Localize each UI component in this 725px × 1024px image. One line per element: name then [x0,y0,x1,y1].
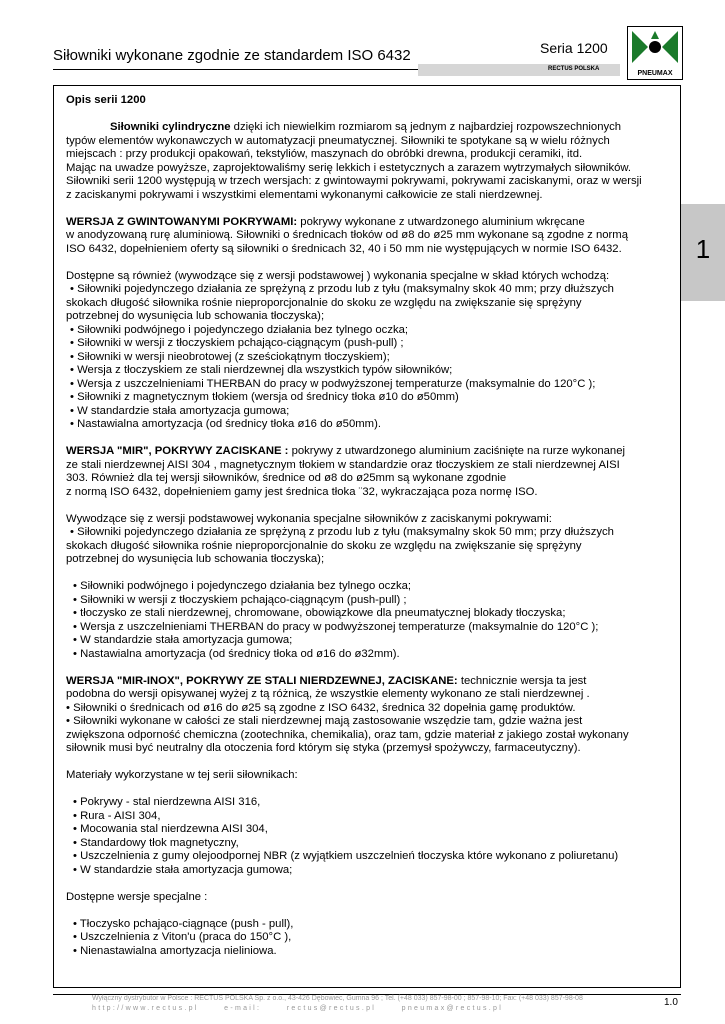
section-tab [681,204,725,301]
list-item: • Nastawialna amortyzacja (od średnicy tłoka ø16 do ø50mm). [70,418,381,430]
list-item: • W standardzie stała amortyzacja gumowa; [70,404,290,417]
list-item: • Siłowniki pojedynczego działania ze sprężyną z przodu lub z tyłu (maksymalny skok 50 mm; przy dłuższych [70,526,614,538]
text-line: Dostępne są również (wywodzące się z wersji podstawowej ) wykonania specjalne w skład których wchodzą: [66,269,610,282]
version1-heading [66,216,678,230]
text-line: miejscach : przy produkcji opakowań, tekstyliów, maszynach do obróbki drewna, produkcji ceramiki, itd. [66,148,583,160]
special-heading: Dostępne wersje specjalne : [66,890,208,903]
list-item: skokach długość siłownika rośnie nieproporcjonalnie do skoku ze względu na zwiększanie się sprężyny [66,539,582,552]
distributor-label: RECTUS POLSKA [548,66,600,72]
list-item: • Uszczelnienia z gumy olejoodpornej NBR (z wyjątkiem uszczelnień tłoczyska które wykonano z poliuretanu) [73,850,619,862]
text-line: ISO 6432, dopełnieniem oferty są siłowniki o średnicach 32, 40 i 50 mm nie występujących w normie ISO 6432. [66,242,622,255]
list-item: • Pokrywy - stal nierdzewna AISI 316, [73,796,261,808]
list-item: potrzebnej do wysunięcia lub schowania tłoczyska); [66,553,325,565]
text-line: z normą ISO 6432, dopełnieniem gamy jest średnica tłoka ¨32, wykraczająca poza normę ISO. [66,485,538,498]
text-line: podobna do wersji opisywanej wyżej z tą różnicą, że wszystkie elementy wykonano ze stali nierdzewnej . [66,688,590,700]
text-line: • Siłowniki o średnicach od ø16 do ø25 są zgodne z ISO 6432, średnica 32 dopełnia gamę produktów. [66,701,576,714]
footer-address: Wyłączny dystrybutor w Polsce : RECTUS POLSKA Sp. z o.o., 43-426 Dębowiec, Gumna 96 ; Tel. (+48 033) 857-98-00 ; 857-98-10; Fax: (+48 033) 857-98-08 [92,995,583,1002]
materials-heading: Materiały wykorzystane w tej serii siłownikach: [66,769,298,781]
list-item: • W standardzie stała amortyzacja gumowa; [73,863,293,876]
page-title: Siłowniki wykonane zgodnie ze standardem ISO 6432 [53,47,411,64]
logo-text: PNEUMAX [637,70,673,77]
list-item: • Wersja z uszczelnieniami THERBAN do pracy w podwyższonej temperaturze (maksymalnie do 120°C ); [73,620,599,633]
series-label: Seria 1200 [540,40,608,56]
pneumax-emblem-icon [628,27,682,67]
version1-bold: WERSJA Z GWINTOWANYMI POKRYWAMI: [66,215,298,228]
text-line: siłownik musi być neutralny dla otoczenia ford którym się styka (przemysł spożywczy, farmaceutyczny). [66,742,581,754]
list-item: • Nienastawialna amortyzacja nieliniowa. [73,944,277,957]
list-item: • Nastawialna amortyzacja (od średnicy tłoka od ø16 do ø32mm). [73,647,400,660]
version1-rest: pokrywy wykonane z utwardzonego aluminium wkręcane [297,215,585,228]
version3-bold: WERSJA "MIR-INOX", POKRYWY ZE STALI NIERDZEWNEJ, ZACISKANE: [66,674,458,687]
text-line: w anodyzowaną rurę aluminiową. Siłowniki o średnicach tłoków od ø8 do ø25 mm wykonane są zgodne z normą [66,229,628,241]
version2-heading [66,445,678,459]
list-item: • Siłowniki pojedynczego działania ze sprężyną z przodu lub z tyłu (maksymalny skok 40 mm; przy dłuższych [70,283,614,295]
list-item: • Siłowniki podwójnego i pojedynczego działania bez tylnego oczka; [70,323,409,336]
page-number: 1.0 [664,997,678,1008]
list-item: • Standardowy tłok magnetyczny, [73,836,239,849]
text-line: z zaciskanymi pokrywami i wszystkimi elementami wykonanymi całkowicie ze stali nierdzewnej. [66,188,543,201]
intro-paragraph [66,121,678,135]
list-item: • Siłowniki podwójnego i pojedynczego działania bez tylnego oczka; [73,580,412,592]
text-line: 303. Również dla tej wersji siłowników, średnice od ø8 do ø25mm są wykonane zgodnie [66,472,507,484]
version2-rest: pokrywy z utwardzonego aluminium zaciśnięte na rurze wykonanej [288,445,625,457]
version2-bold: WERSJA "MIR", POKRYWY ZACISKANE : [66,445,289,457]
text-line: zwiększona odporność chemiczna (zootechnika, chemikalia), oraz tam, gdzie materiał z jakiego został wykonany [66,728,629,741]
list-item: • Uszczelnienia z Viton'u (praca do 150°C ), [73,931,292,943]
section-number: 1 [695,234,711,264]
footer-contacts: http://www.rectus.pl e-mail: rectus@rectus.pl pneumax@rectus.pl [92,1005,504,1012]
version3-rest: technicznie wersja ta jest [457,674,587,687]
text-line: • Siłowniki wykonane w całości ze stali nierdzewnej mają zastosowanie wszędzie tam, gdzie ważna jest [66,715,583,727]
document-body [66,94,678,958]
list-item: • Mocowania stal nierdzewna AISI 304, [73,823,268,835]
list-item: • Siłowniki w wersji z tłoczyskiem pchająco-ciągnącym (push-pull) ; [70,337,404,349]
text-line: Wywodzące się z wersji podstawowej wykonania specjalne siłowników z zaciskanymi pokrywami: [66,512,552,525]
pneumax-logo [627,26,683,80]
text-line: Mając na uwadze powyższe, zaprojektowaliśmy serię lekkich i estetycznych a zarazem wytrzymałych siłowników. [66,161,632,174]
text-line: typów elementów wykonawczych w automatyzacji pneumatycznej. Siłowniki te spotykane są w wielu różnych [66,134,610,147]
version3-heading [66,675,678,689]
list-item: • Siłowniki w wersji z tłoczyskiem pchająco-ciągnącym (push-pull) ; [73,593,407,606]
list-item: • Tłoczysko pchająco-ciągnące (push - pull), [73,917,294,930]
text-line: Siłowniki serii 1200 występują w trzech wersjach: z gwintowaymi pokrywami, pokrywami zaciskanymi, oraz w wersji [66,175,642,187]
list-item: • Siłowniki z magnetycznym tłokiem (wersja od średnicy tłoka ø10 do ø50mm) [70,391,459,403]
list-item: • Siłowniki w wersji nieobrotowej (z sześciokątnym tłoczyskiem); [70,350,390,363]
list-item: • tłoczysko ze stali nierdzewnej, chromowane, obowiązkowe dla pneumatycznej blokady tłoczyska; [73,607,566,619]
intro-rest: dzięki ich niewielkim rozmiarom są jednym z najbardziej rozpowszechnionych [230,121,622,133]
section-heading: Opis serii 1200 [66,94,146,106]
list-item: potrzebnej do wysunięcia lub schowania tłoczyska); [66,310,325,322]
list-item: skokach długość siłownika rośnie nieproporcjonalnie do skoku ze względu na zwiększanie się sprężyny [66,296,582,309]
list-item: • W standardzie stała amortyzacja gumowa; [73,634,293,646]
list-item: • Wersja z uszczelnieniami THERBAN do pracy w podwyższonej temperaturze (maksymalnie do 120°C ); [70,377,596,390]
intro-bold: Siłowniki cylindryczne [110,121,231,133]
text-line: ze stali nierdzewnej AISI 304 , magnetycznym tłokiem w standardzie oraz tłoczyskiem ze stali nierdzewnej AISI [66,458,620,471]
list-item: • Rura - AISI 304, [73,809,161,822]
list-item: • Wersja z tłoczyskiem ze stali nierdzewnej dla wszystkich typów siłowników; [70,364,453,376]
